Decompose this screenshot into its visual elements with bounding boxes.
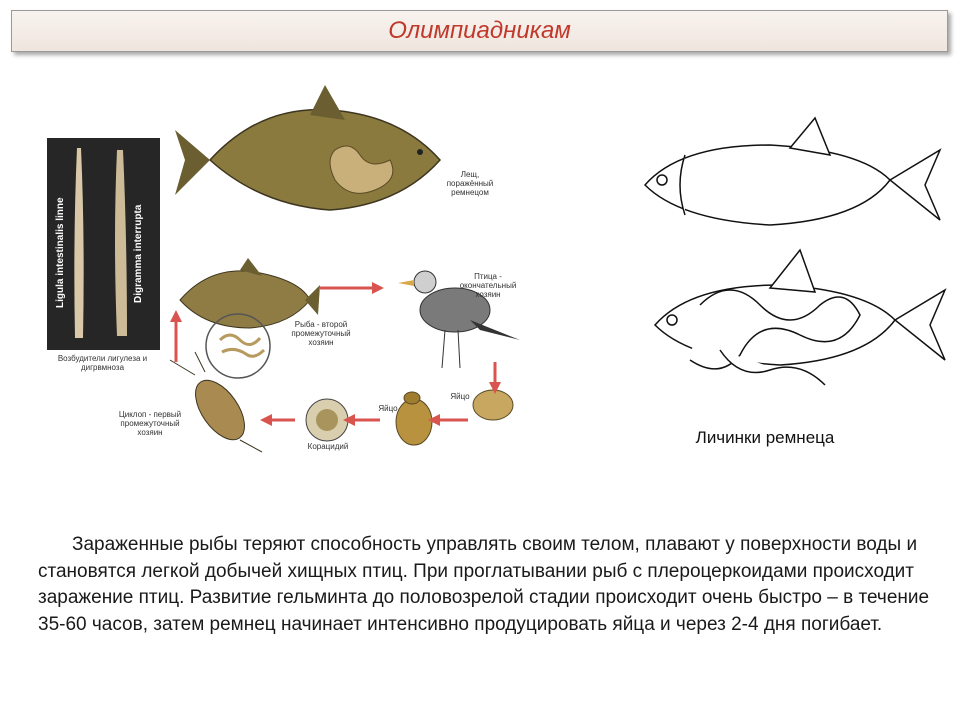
page-title: Олимпиадникам: [388, 17, 571, 44]
infected-bream-illustration: [175, 85, 440, 210]
egg-label-2: Яйцо: [450, 392, 470, 401]
infected-fish-drawing: [655, 250, 945, 385]
cyclops-label: Циклоп - первый промежуточный хозяин: [118, 410, 182, 437]
cyclops-illustration: [170, 352, 262, 452]
healthy-fish-drawing: [645, 118, 940, 225]
second-host-fish-illustration: [180, 258, 320, 378]
coracidium-illustration: [306, 399, 348, 441]
bird-label: Птица - окончательный хозяин: [459, 272, 517, 299]
worm-caption: Возбудители лигулеза и дигрвмноза: [57, 354, 148, 372]
worm-name-digramma: Digramma interrupta: [133, 204, 144, 303]
fish-label: Рыба - второй промежуточный хозяин: [291, 320, 351, 347]
worm-name-ligula: Ligula intestinalis linne: [55, 197, 66, 308]
body-paragraph: Зараженные рыбы теряют способность управлять своим телом, плавают у поверхности воды и становятся легкой добычей хищных птиц. При проглатывании рыб с плероцеркоидами происходит заражение птиц. Развитие гельминта до половозрелой стадии происходит очень быстро – в течение 35-60 часов, затем ремнец начинает интенсивно продуцировать яйца и через 2-4 дня погибает.: [38, 534, 930, 635]
larvae-caption: Личинки ремнеца: [695, 428, 835, 447]
larvae-fish-illustration: [640, 110, 950, 410]
bream-label: Лещ, поражённый ремнецом: [446, 170, 494, 197]
coracidium-label: Корацидий: [307, 442, 349, 451]
egg-label: Яйцо: [378, 404, 398, 413]
